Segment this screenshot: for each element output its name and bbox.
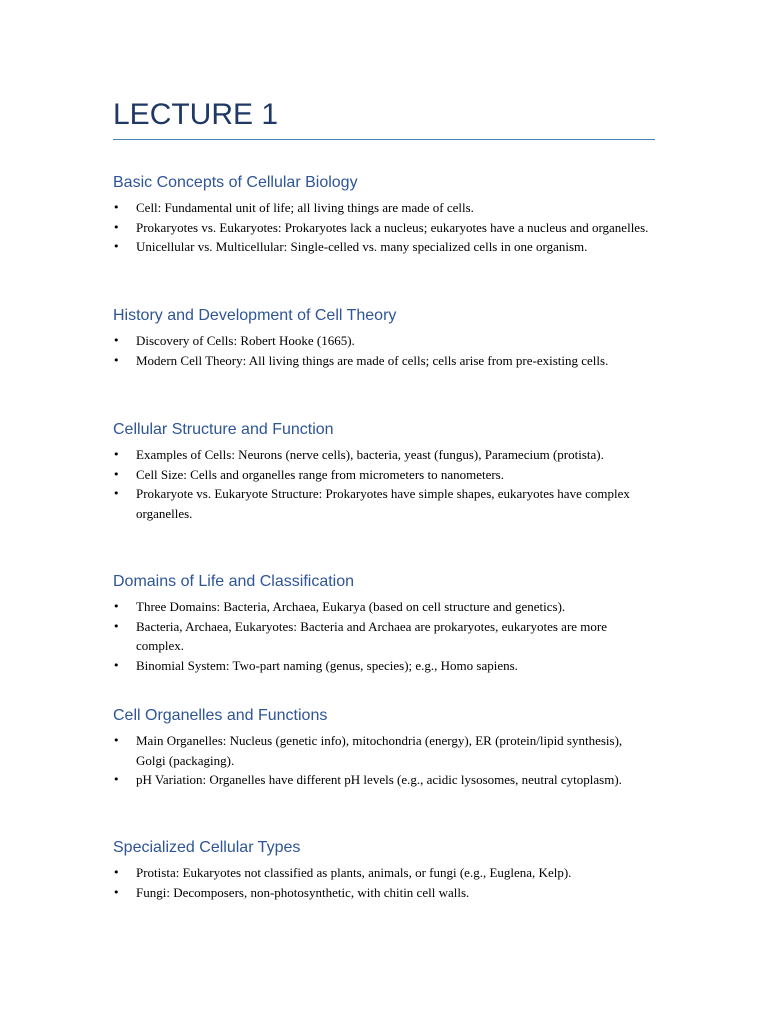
list-item	[113, 465, 655, 485]
list-item	[113, 331, 655, 351]
list-item	[113, 237, 655, 257]
bullet-list	[113, 198, 655, 257]
list-item-text: Binomial System: Two-part naming (genus, species); e.g., Homo sapiens.	[136, 657, 518, 673]
list-item-text: Bacteria, Archaea, Eukaryotes: Bacteria and Archaea are prokaryotes, eukaryotes are more complex.	[136, 618, 608, 653]
section-specialized-cell-types	[113, 837, 655, 902]
list-item	[113, 883, 655, 903]
bullet-icon: •	[113, 448, 120, 461]
section-basic-concepts	[113, 172, 655, 257]
section-cell-theory-history	[113, 305, 655, 370]
list-item-text: Prokaryote vs. Eukaryote Structure: Prokaryotes have simple shapes, eukaryotes have complex organelles.	[136, 486, 630, 521]
list-item-text: Protista: Eukaryotes not classified as plants, animals, or fungi (e.g., Euglena, Kelp).	[136, 865, 572, 880]
list-item-text: Fungi: Decomposers, non-photosynthetic, with chitin cell walls.	[136, 884, 470, 900]
bullet-list	[113, 331, 655, 370]
list-item	[113, 770, 655, 790]
section-heading: Basic Concepts of Cellular Biology	[113, 174, 358, 191]
section-cell-organelles	[113, 705, 655, 790]
list-item-text: pH Variation: Organelles have different pH levels (e.g., acidic lysosomes, neutral cytoplasm).	[136, 772, 622, 787]
list-item	[113, 198, 655, 218]
bullet-icon: •	[113, 658, 120, 672]
bullet-icon: •	[113, 773, 120, 786]
list-item-text: Discovery of Cells: Robert Hooke (1665).	[136, 333, 355, 348]
bullet-list	[113, 445, 655, 523]
section-heading: Specialized Cellular Types	[113, 839, 301, 856]
bullet-list	[113, 863, 655, 902]
list-item	[113, 351, 655, 371]
title-underline	[113, 139, 655, 140]
list-item	[113, 731, 655, 770]
section-heading: Cellular Structure and Function	[113, 421, 334, 438]
list-item-text: Cell Size: Cells and organelles range from micrometers to nanometers.	[136, 466, 504, 482]
bullet-list	[113, 731, 655, 790]
list-item-text: Unicellular vs. Multicellular: Single-celled vs. many specialized cells in one organism.	[136, 239, 588, 254]
list-item-text: Examples of Cells: Neurons (nerve cells), bacteria, yeast (fungus), Paramecium (protista).	[136, 447, 604, 462]
bullet-icon: •	[113, 353, 120, 367]
section-heading: Cell Organelles and Functions	[113, 707, 328, 724]
list-item	[113, 597, 655, 617]
bullet-icon: •	[113, 619, 120, 633]
bullet-icon: •	[113, 240, 120, 253]
section-heading: History and Development of Cell Theory	[113, 307, 397, 324]
list-item	[113, 445, 655, 465]
bullet-icon: •	[113, 467, 120, 481]
list-item-text: Three Domains: Bacteria, Archaea, Eukarya (based on cell structure and genetics).	[136, 599, 566, 614]
list-item	[113, 617, 655, 656]
bullet-icon: •	[113, 866, 120, 879]
bullet-icon: •	[113, 487, 120, 500]
bullet-icon: •	[113, 734, 120, 747]
document-title: LECTURE 1	[113, 98, 279, 131]
bullet-icon: •	[113, 201, 120, 214]
bullet-icon: •	[113, 885, 120, 899]
list-item	[113, 218, 655, 238]
list-item-text: Prokaryotes vs. Eukaryotes: Prokaryotes lack a nucleus; eukaryotes have a nucleus and organelles.	[136, 219, 649, 235]
bullet-list	[113, 597, 655, 675]
section-heading: Domains of Life and Classification	[113, 573, 355, 590]
list-item	[113, 484, 655, 523]
list-item-text: Main Organelles: Nucleus (genetic info), mitochondria (energy), ER (protein/lipid synthesis), Golgi (packaging).	[136, 733, 623, 768]
section-cellular-structure	[113, 419, 655, 523]
bullet-icon: •	[113, 334, 120, 347]
list-item	[113, 863, 655, 883]
section-domains-of-life	[113, 571, 655, 675]
list-item	[113, 656, 655, 676]
list-item-text: Cell: Fundamental unit of life; all living things are made of cells.	[136, 200, 474, 215]
list-item-text: Modern Cell Theory: All living things are made of cells; cells arise from pre-existing cells.	[136, 352, 609, 368]
bullet-icon: •	[113, 600, 120, 613]
bullet-icon: •	[113, 220, 120, 234]
